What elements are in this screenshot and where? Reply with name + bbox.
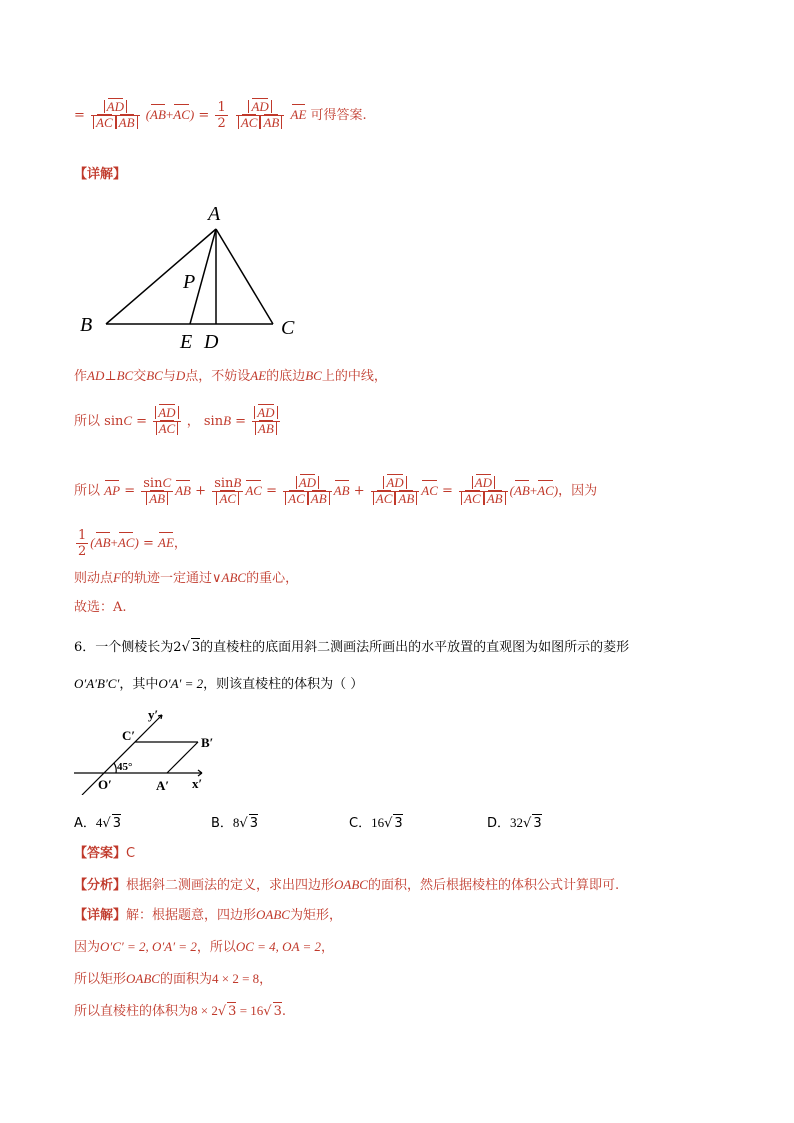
vector-ae: AE xyxy=(290,107,307,122)
because-line: 因为O′C′ = 2, O′A′ = 2，所以OC = 4, OA = 2， xyxy=(74,939,335,955)
fraction-sinc: $\frac{AD}{AC}$ xyxy=(153,406,180,437)
label-angle: 45° xyxy=(117,761,133,773)
option-a[interactable]: A．4√ 3 xyxy=(74,815,121,831)
answer-line: 【答案】C xyxy=(74,846,136,861)
option-d[interactable]: D．32√ 3 xyxy=(487,815,542,831)
detail-line: 【详解】解：根据题意，四边形OABC为矩形， xyxy=(74,907,342,923)
oblique-projection-figure xyxy=(70,705,220,795)
equals-sign: = xyxy=(74,108,85,123)
label-x: x′ xyxy=(192,776,203,791)
side-ac xyxy=(216,229,273,324)
label-a: A′ xyxy=(156,778,170,793)
option-c[interactable]: C．16√ 3 xyxy=(349,815,403,831)
line-centroid: 则动点F的轨迹一定通过∨ABC的重心， xyxy=(74,570,299,586)
fraction-ad-ac-ab: $\frac{AD}{\text{AC AB}}$ xyxy=(91,100,140,131)
options-row xyxy=(74,814,574,832)
top-formula xyxy=(74,100,367,131)
line-sin: 所以 sinC = $\frac{AD}{AC}$ ， sinB = $\frac{AD}{AB}$ xyxy=(74,406,282,437)
fraction-sinb: $\frac{AD}{AB}$ xyxy=(252,406,279,437)
question-6-line-1: 6．一个侧棱长为2√ 3的直棱柱的底面用斜二测画法所画出的水平放置的直观图为如图所示的菱形 xyxy=(74,640,630,655)
analysis-line: 【分析】根据斜二测画法的定义，求出四边形OABC的面积，然后根据棱柱的体积公式计算即可. xyxy=(74,877,620,893)
volume-line: 所以直棱柱的体积为8 × 2√ 3 = 16√ 3. xyxy=(74,1003,286,1019)
y-axis xyxy=(82,715,162,795)
angle-arc xyxy=(114,763,116,773)
section-label-detail: 【详解】 xyxy=(74,167,127,182)
area-line: 所以矩形OABC的面积为4 × 2 = 8， xyxy=(74,971,273,987)
label-c: C xyxy=(281,317,295,339)
line-half-sum: $\frac{1}{2}$ (AB+AC) = AE， xyxy=(78,528,187,559)
label-o: O′ xyxy=(98,777,112,792)
label-p: P xyxy=(183,271,196,293)
question-6-line-2: O′A′B′C′，其中O′A′ = 2，则该直棱柱的体积为（ ） xyxy=(74,676,364,692)
label-d: D xyxy=(204,331,219,353)
option-b[interactable]: B．8√ 3 xyxy=(211,815,258,831)
label-b: B xyxy=(80,314,93,336)
fraction-ad-ac-ab-2: $\frac{AD}{\text{AC AB}}$ xyxy=(236,100,285,131)
triangle-figure xyxy=(70,198,310,358)
vector-sum: (AB+AC) xyxy=(145,107,195,122)
tail-text: 可得答案. xyxy=(310,108,367,123)
line-ap: 所以 AP = $\frac{\sin C}{AB}$ AB + $\frac{\sin B}{AC}$ AC = $\frac{AD}{\text{AC AB}}$ AB + $\frac{AD}{\text{AC AB}}$ AC = $\frac{AD}{\text{AC AB}}$ (AB+AC)，因为 xyxy=(74,474,598,506)
label-y: y′ xyxy=(148,707,159,722)
label-e: E xyxy=(180,331,193,353)
label-c: C′ xyxy=(122,728,136,743)
line-choose: 故选：A. xyxy=(74,600,127,615)
fraction-half: $\frac{1}{2}$ xyxy=(217,100,226,131)
side-ab xyxy=(167,742,198,773)
equals-sign-2: = xyxy=(198,108,210,123)
label-b: B′ xyxy=(201,735,214,750)
side-ab xyxy=(106,229,216,324)
line-draw-ad: 作AD⊥BC交BC与D点，不妨设AE的底边BC上的中线， xyxy=(74,368,387,384)
label-a: A xyxy=(208,203,221,225)
